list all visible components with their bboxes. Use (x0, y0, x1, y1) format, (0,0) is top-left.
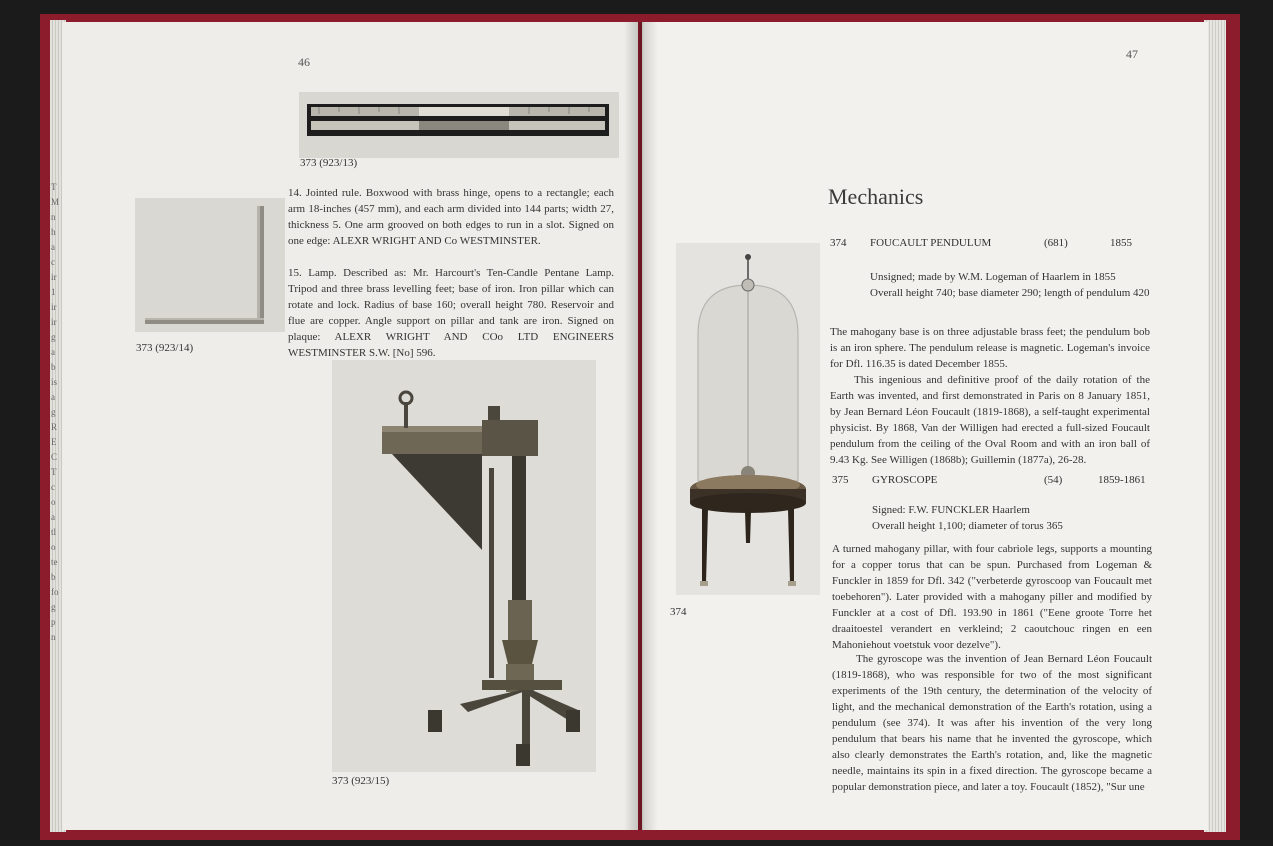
under-page-fragment: c (51, 257, 55, 267)
under-page-fragment: is (51, 377, 58, 387)
under-page-fragment: n (51, 212, 56, 222)
under-page-fragment: p (51, 617, 56, 627)
entry-375-name: GYROSCOPE (872, 474, 938, 486)
lamp-photo (332, 360, 596, 772)
under-page-fragment: a (51, 512, 55, 522)
under-page-fragment: T (51, 182, 57, 192)
under-page-fragment: C (51, 452, 58, 462)
under-page-fragment: fo (51, 587, 59, 597)
entry-374-number: 374 (830, 237, 847, 249)
under-page-fragment: M (51, 197, 60, 207)
under-page-fragment: g (51, 602, 56, 612)
square-caption: 373 (923/14) (136, 342, 194, 354)
under-page-fragment: o (51, 542, 56, 552)
item-15-description: 15. Lamp. Described as: Mr. Harcourt's Ten-Candle Pentane Lamp. Tripod and three brass levelling feet; base of iron. Iron pillar which can rotate and lock. Radius of base 160; overall height 780. Reservoir and flue are copper. Angle support on pillar and tank are iron. Signed on plaque: ALEXR WRIGHT AND COo LTD ENGINEERS WESTMINSTER S.W. [No] 596. (288, 267, 614, 359)
under-page-fragment: tl (51, 527, 57, 537)
entry-375-inv: (54) (1044, 474, 1063, 486)
under-page-fragment: te (51, 557, 58, 567)
under-page-fragment: b (51, 362, 56, 372)
rule-caption: 373 (923/13) (300, 157, 358, 169)
under-page-fragment: h (51, 227, 56, 237)
under-page-fragment: a (51, 392, 55, 402)
entry-374-name: FOUCAULT PENDULUM (870, 237, 992, 249)
entry-374-text: The mahogany base is on three adjustable brass feet; the pendulum bob is an iron sphere. The pendulum release is magnetic. Logeman's invoice for Dfl. 116.35 is dated December 1855. (830, 326, 1150, 370)
pendulum-caption: 374 (670, 606, 687, 618)
pendulum-photo (676, 243, 820, 595)
under-page-fragment: a (51, 347, 55, 357)
entry-375-details: Signed: F.W. FUNCKLER Haarlem Overall height 1,100; diameter of torus 365 (872, 504, 1063, 532)
under-page-fragment: o (51, 497, 56, 507)
item-14-description: 14. Jointed rule. Boxwood with brass hinge, opens to a rectangle; each arm 18-inches (457 mm), and each arm divided into 144 parts; width 27, thickness 5. One arm grooved on both edges to run in a slot. Signed on one edge: ALEXR WRIGHT AND Co WESTMINSTER. (288, 187, 614, 247)
page-number: 46 (298, 55, 310, 69)
right-page (642, 22, 1208, 830)
page-number: 47 (1126, 47, 1138, 61)
square-image (135, 198, 285, 332)
entry-375-date: 1859-1861 (1098, 474, 1146, 486)
under-page-fragment: ir (51, 302, 57, 312)
entry-374-details: Unsigned; made by W.M. Logeman of Haarlem in 1855 Overall height 740; base diameter 290; length of pendulum 420 (870, 271, 1150, 299)
square-photo (135, 198, 285, 332)
entry-374-text-2: This ingenious and definitive proof of the daily rotation of the Earth was invented, and first demonstrated in Paris on 8 January 1851, by Jean Bernard Léon Foucault (1819-1868), a self-taught experimental physicist. By 1868, Van der Willigen had erected a full-sized Foucault pendulum from the ceiling of the Oval Room and with an iron ball of 9.43 Kg. See Willigen (1868b); Guillemin (1877a), 26-28. (830, 374, 1150, 466)
under-page-fragment: E (51, 437, 57, 447)
rule-photo (299, 92, 619, 158)
lamp-image (332, 360, 596, 772)
entry-375-number: 375 (832, 474, 849, 486)
entry-374-date: 1855 (1110, 237, 1132, 249)
rule-image (299, 92, 619, 158)
under-page-fragment: R (51, 422, 58, 432)
entry-374-inv: (681) (1044, 237, 1068, 249)
pendulum-image (676, 243, 820, 595)
under-page-fragment: g (51, 332, 56, 342)
book-gutter-shadow (624, 22, 658, 830)
under-page-fragment: c (51, 482, 55, 492)
under-page-fragment: n (51, 632, 56, 642)
entry-375-text: A turned mahogany pillar, with four cabriole legs, supports a mounting for a copper torus that can be spun. Purchased from Logeman & Funckler in 1859 for Dfl. 342 ("verbeterde gyroscoop van Foucault met toebehoren"). Later provided with a mahogany piller and modified by Funckler at a cost of Dfl. 193.90 in 1861 ("Eene groote Torre het draaitoestel verandert en verkleind; 2 caoutchouc ringen en een Mahoniehout voetstuk voor dezelve"). (832, 543, 1152, 651)
lamp-caption: 373 (923/15) (332, 775, 390, 787)
under-page-fragment: a (51, 242, 55, 252)
under-page-fragment: g (51, 407, 56, 417)
left-page (62, 22, 638, 830)
entry-375-text-2: The gyroscope was the invention of Jean Bernard Léon Foucault (1819-1868), who was responsible for two of the most significant experiments of the 19th century, the determination of the velocity of light, and the mechanical demonstration of the Earth's rotation, using a pendulum (see 374). It was after his invention of the very long pendulum that bears his name that he invented the gyroscope, which also clearly demonstrates the Earth's rotation, and, like the magnetic needle, maintains its spin in a fixed direction. The gyroscope became a popular demonstration piece, and later a toy. Foucault (1852), "Sur une (832, 653, 1152, 793)
section-title: Mechanics (828, 184, 924, 209)
under-page-fragment: b (51, 572, 56, 582)
under-page-fragment: ir (51, 272, 57, 282)
under-page-fragment: T (51, 467, 57, 477)
under-page-fragment: ir (51, 317, 57, 327)
under-page-fragment: 1 (51, 287, 56, 297)
